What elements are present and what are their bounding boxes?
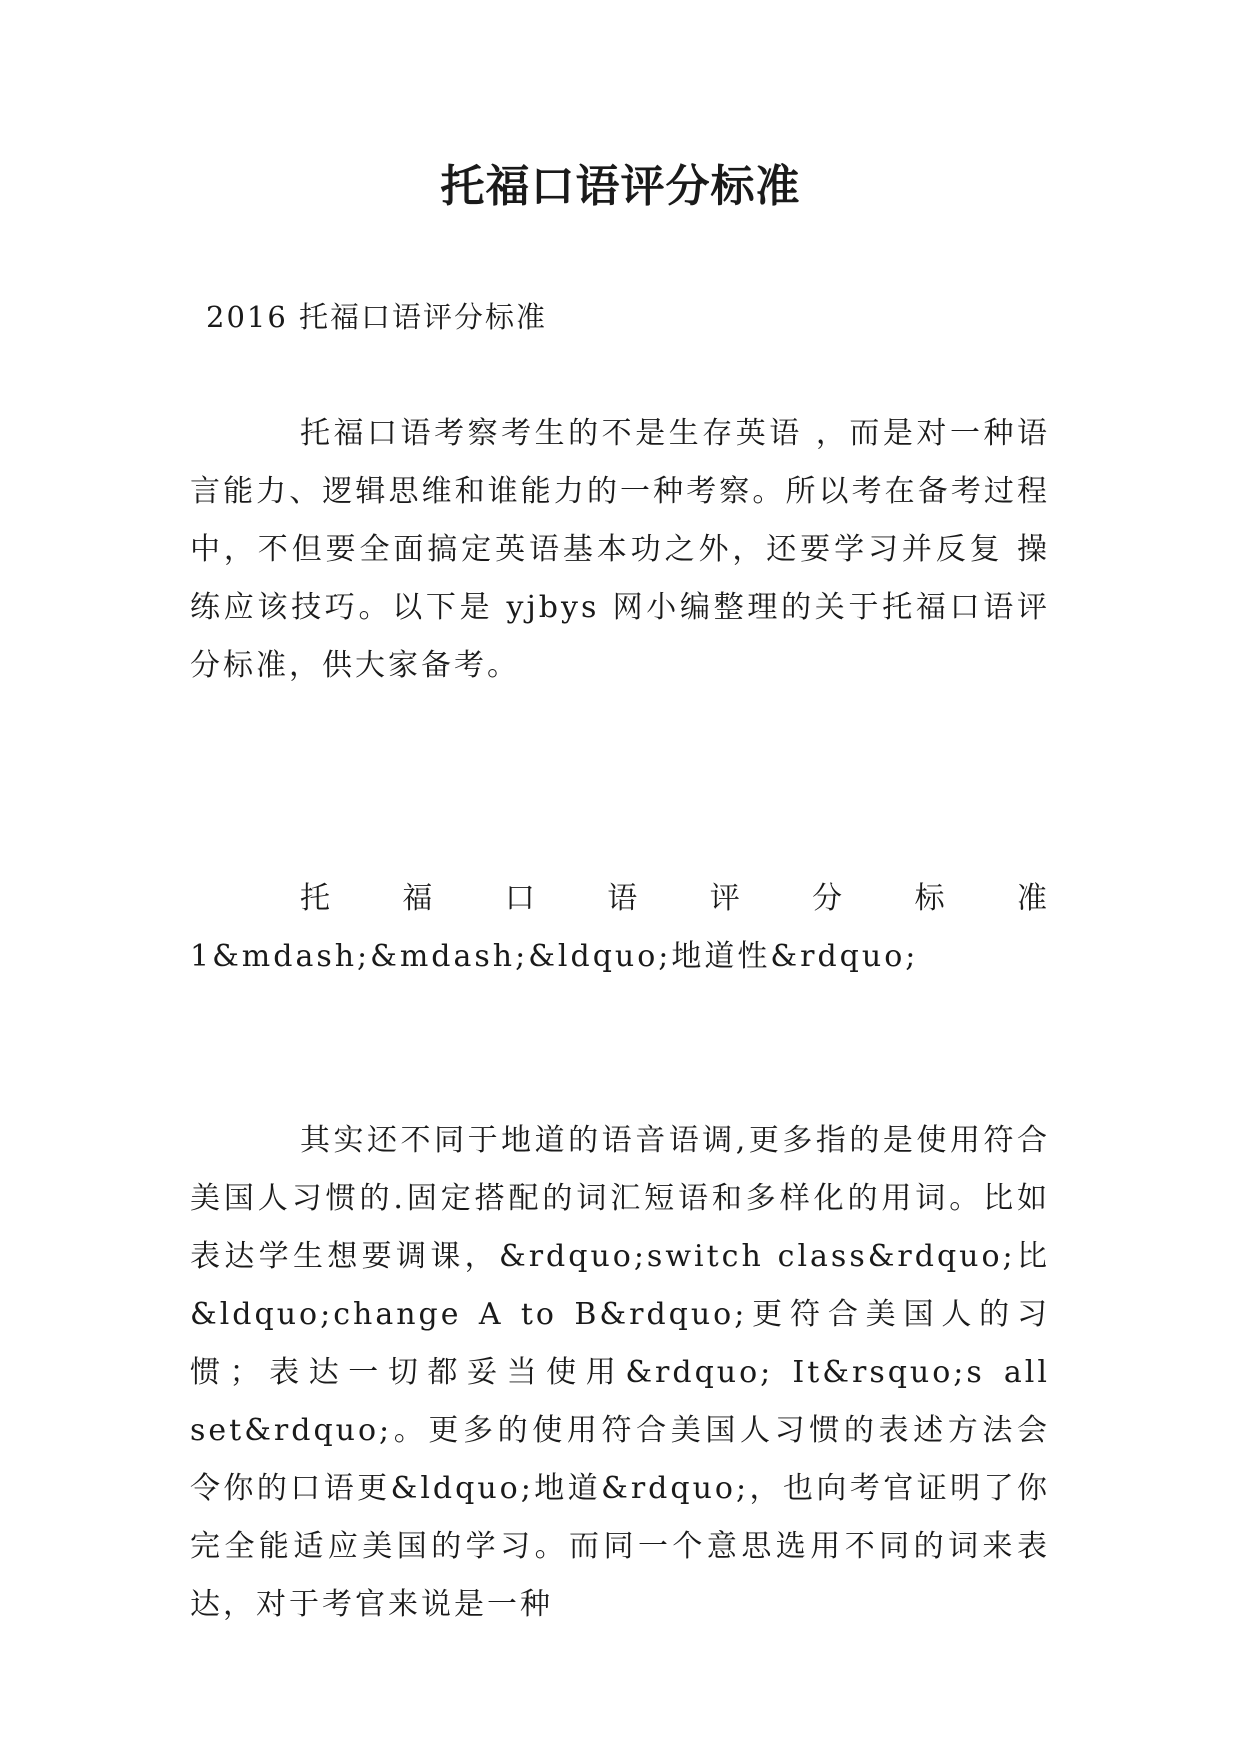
section-heading-1: 托福口语评分标准 1&mdash;&mdash;&ldquo;地道性&rdquo; bbox=[190, 881, 1050, 974]
document-title: 托福口语评分标准 bbox=[440, 161, 801, 212]
paragraph-body: 其实还不同于地道的语音语调,更多指的是使用符合美国人习惯的.固定搭配的词汇短语和多样化的用词。比如表达学生想要调课，&rdquo;switch class&rdquo;比&ldquo;change A to B&rdquo;更符合美国人的习惯；表达一切都妥当使用&rdquo; It&rsquo;s all set&rdquo;。更多的使用符合美国人习惯的表述方法会令你的口语更&ldquo;地道&rdquo;，也向考官证明了你完全能适应美国的学习。而同一个意思选用不同的词来表达，对于考官来说是一种 bbox=[190, 1123, 1050, 1622]
document-subtitle: 2016 托福口语评分标准 bbox=[206, 300, 548, 334]
paragraph-intro: 托福口语考察考生的不是生存英语 ，而是对一种语言能力、逻辑思维和谁能力的一种考察。所以考在备考过程中，不但要全面搞定英语基本功之外，还要学习并反复 操练应该技巧。以下是 yjbys 网小编整理的关于托福口语评分标准，供大家备考。 bbox=[190, 416, 1050, 683]
